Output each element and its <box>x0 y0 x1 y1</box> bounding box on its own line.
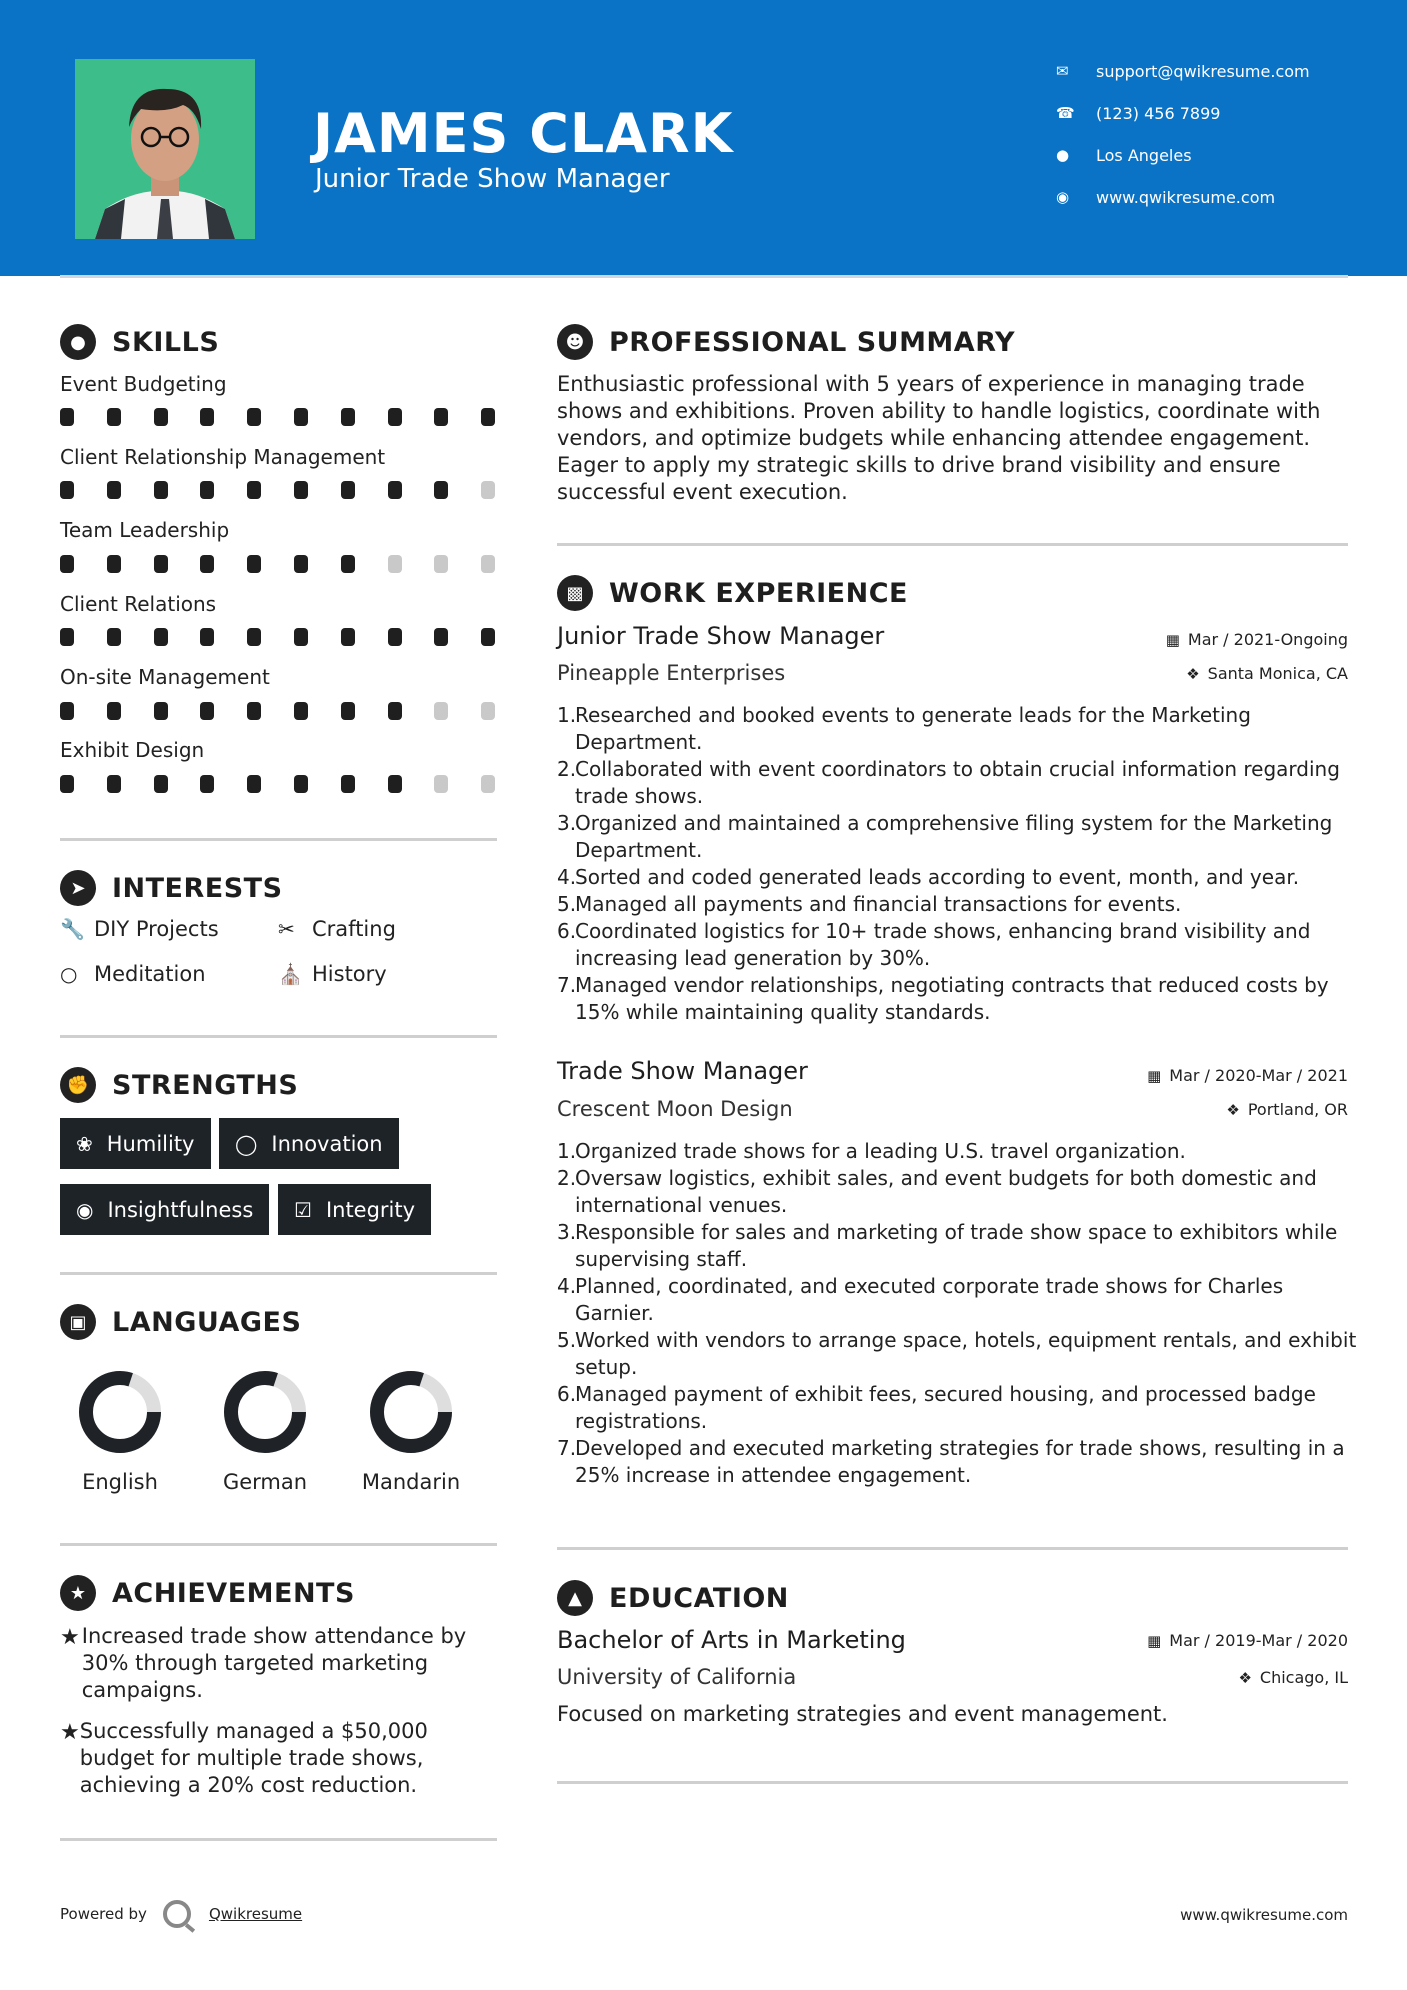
list-item: 1. Researched and booked events to generate leads for the Marketing Department. <box>557 703 1251 754</box>
contact-website[interactable]: ◉ www.qwikresume.com <box>1056 187 1276 207</box>
lightbulb-icon: ● <box>60 324 96 360</box>
skill-dot-filled <box>200 481 214 499</box>
list-item: 5. Managed all payments and financial transactions for events. <box>557 892 1182 916</box>
interests-heading: ➤ INTERESTS <box>60 870 283 906</box>
skill-rating <box>60 702 500 720</box>
strengths-heading: ✊ STRENGTHS <box>60 1067 298 1103</box>
section-divider <box>60 838 497 841</box>
graduate-icon: ▲ <box>557 1580 593 1616</box>
skill-dot-filled <box>388 628 402 646</box>
skill-dot-filled <box>247 408 261 426</box>
achievement-item: ★ Successfully managed a $50,000 budget for multiple trade shows, achieving a 20% cost reduction. <box>60 1719 428 1797</box>
job-location: ❖ Santa Monica, CA <box>1186 664 1348 683</box>
circle-icon: ○ <box>60 962 78 986</box>
education-description: Focused on marketing strategies and event management. <box>557 1702 1168 1726</box>
skill-dot-filled <box>107 702 121 720</box>
degree-title: Bachelor of Arts in Marketing <box>557 1626 906 1654</box>
skill-dot-filled <box>388 702 402 720</box>
lightbulb-icon: ◯ <box>235 1131 258 1156</box>
skill-dot-filled <box>388 481 402 499</box>
skill-dot-filled <box>154 628 168 646</box>
list-item: 4. Planned, coordinated, and executed corporate trade shows for Charles Garnier. <box>557 1274 1284 1325</box>
language-label: English <box>82 1470 158 1494</box>
pushpin-icon: ❖ <box>1238 1668 1252 1687</box>
job-dates: ▦ Mar / 2021-Ongoing <box>1165 630 1348 649</box>
job-bullets <box>557 1138 1357 1489</box>
experience-heading: ▩ WORK EXPERIENCE <box>557 575 908 611</box>
list-item: 4. Sorted and coded generated leads according to event, month, and year. <box>557 865 1300 889</box>
skill-dot-filled <box>481 628 495 646</box>
skill-dot-filled <box>154 775 168 793</box>
languages-heading: ▣ LANGUAGES <box>60 1304 301 1340</box>
skill-rating <box>60 408 500 426</box>
skill-dot-empty <box>434 775 448 793</box>
calendar-icon: ▦ <box>1147 1066 1162 1085</box>
skill-dot-filled <box>341 702 355 720</box>
skill-dot-filled <box>154 702 168 720</box>
footer-brand-link[interactable]: Qwikresume <box>208 1905 303 1923</box>
calendar-icon: ▦ <box>1165 630 1180 649</box>
list-item: 2. Oversaw logistics, exhibit sales, and event budgets for both domestic and international venues. <box>557 1166 1317 1217</box>
list-item: 6. Coordinated logistics for 10+ trade shows, enhancing brand visibility and increasing lead generation by 30%. <box>557 919 1311 970</box>
education-heading: ▲ EDUCATION <box>557 1580 789 1616</box>
skill-dot-empty <box>434 702 448 720</box>
skill-dot-filled <box>107 628 121 646</box>
interest-item: ⛪ History <box>278 962 387 986</box>
envelope-icon: ✉ <box>1056 62 1069 80</box>
profile-photo <box>75 59 255 239</box>
globe-icon: ◉ <box>1056 188 1070 206</box>
skill-dot-filled <box>107 408 121 426</box>
skill-name: Client Relationship Management <box>60 445 386 469</box>
list-item: 7. Managed vendor relationships, negotiating contracts that reduced costs by 15% while maintaining quality standards. <box>557 973 1329 1024</box>
skills-heading: ● SKILLS <box>60 324 219 360</box>
skill-dot-filled <box>200 775 214 793</box>
strength-badge: ☑ Integrity <box>278 1184 431 1235</box>
list-item: 6. Managed payment of exhibit fees, secured housing, and processed badge registrations. <box>557 1382 1316 1433</box>
skill-dot-filled <box>247 481 261 499</box>
skill-rating <box>60 628 500 646</box>
language-item <box>341 1368 481 1494</box>
leaf-icon: ❀ <box>76 1131 93 1156</box>
footer-website[interactable]: www.qwikresume.com <box>1180 1906 1348 1924</box>
skill-dot-filled <box>481 408 495 426</box>
skill-dot-empty <box>481 775 495 793</box>
skill-dot-filled <box>200 408 214 426</box>
skill-dot-filled <box>388 408 402 426</box>
user-icon: ☻ <box>557 324 593 360</box>
skill-dot-filled <box>341 481 355 499</box>
skill-dot-filled <box>60 775 74 793</box>
skill-dot-empty <box>388 555 402 573</box>
pushpin-icon: ❖ <box>1226 1100 1240 1119</box>
skill-dot-filled <box>154 555 168 573</box>
skill-name: Exhibit Design <box>60 738 205 762</box>
skill-dot-filled <box>247 702 261 720</box>
skill-dot-filled <box>434 628 448 646</box>
language-ring <box>367 1368 455 1456</box>
job-company: Crescent Moon Design <box>557 1097 793 1121</box>
contact-email[interactable]: ✉ support@qwikresume.com <box>1056 61 1310 81</box>
skill-dot-filled <box>247 628 261 646</box>
strength-badge: ◉ Insightfulness <box>60 1184 269 1235</box>
list-item: 7. Developed and executed marketing strategies for trade shows, resulting in a 25% increase in attendee engagement. <box>557 1436 1345 1487</box>
skill-dot-filled <box>60 555 74 573</box>
section-divider <box>60 1272 497 1275</box>
language-ring <box>221 1368 309 1456</box>
list-item: 1. Organized trade shows for a leading U.S. travel organization. <box>557 1139 1186 1163</box>
job-bullets <box>557 702 1357 1026</box>
skill-rating <box>60 555 500 573</box>
list-item: 3. Responsible for sales and marketing of trade show space to exhibitors while supervising staff. <box>557 1220 1338 1271</box>
skill-dot-filled <box>154 481 168 499</box>
skill-dot-filled <box>200 702 214 720</box>
summary-text: Enthusiastic professional with 5 years of experience in managing trade shows and exhibitions. Proven ability to handle logistics, coordinate with vendors, and optimize budgets while enhancing attendee engagement. Eager to apply my strategic skills to drive brand visibility and ensure successful event execution. <box>557 372 1321 504</box>
contact-phone[interactable]: ☎ (123) 456 7899 <box>1056 103 1221 123</box>
achievement-item: ★ Increased trade show attendance by 30% through targeted marketing campaigns. <box>60 1624 467 1702</box>
star-icon: ★ <box>60 1720 80 1745</box>
language-ring <box>76 1368 164 1456</box>
skill-dot-empty <box>481 555 495 573</box>
strength-badge: ◯ Innovation <box>219 1118 399 1169</box>
skill-rating <box>60 481 500 499</box>
list-item: 5. Worked with vendors to arrange space, hotels, equipment rentals, and exhibit setup. <box>557 1328 1357 1379</box>
skill-dot-filled <box>434 408 448 426</box>
job-title: Trade Show Manager <box>557 1057 808 1085</box>
skill-dot-filled <box>388 775 402 793</box>
skill-dot-filled <box>247 555 261 573</box>
skill-dot-filled <box>247 775 261 793</box>
job-location: ❖ Portland, OR <box>1226 1100 1348 1119</box>
eye-icon: ◉ <box>76 1197 94 1222</box>
list-item: 2. Collaborated with event coordinators to obtain crucial information regarding trade shows. <box>557 757 1340 808</box>
skill-dot-filled <box>294 775 308 793</box>
skill-dot-filled <box>107 481 121 499</box>
calendar-icon: ▦ <box>1147 1631 1162 1650</box>
skill-name: On-site Management <box>60 665 270 689</box>
section-divider <box>60 1035 497 1038</box>
skill-dot-filled <box>154 408 168 426</box>
footer-powered-by: Powered by Qwikresume <box>60 1900 302 1928</box>
phone-icon: ☎ <box>1056 104 1075 122</box>
checkbox-icon: ☑ <box>294 1197 312 1222</box>
scissors-icon: ✂ <box>278 917 295 941</box>
skill-dot-filled <box>294 481 308 499</box>
skill-dot-filled <box>60 628 74 646</box>
skill-dot-filled <box>60 702 74 720</box>
language-item <box>195 1368 335 1494</box>
skill-dot-filled <box>294 408 308 426</box>
strength-badge: ❀ Humility <box>60 1118 211 1169</box>
skill-dot-empty <box>434 555 448 573</box>
section-divider <box>557 1781 1348 1784</box>
skill-dot-empty <box>481 481 495 499</box>
skill-dot-filled <box>200 555 214 573</box>
skill-dot-filled <box>60 408 74 426</box>
skill-dot-filled <box>294 555 308 573</box>
job-title: Junior Trade Show Manager <box>557 622 885 650</box>
skill-dot-filled <box>60 481 74 499</box>
star-icon: ★ <box>60 1625 80 1650</box>
skill-dot-filled <box>294 702 308 720</box>
job-dates: ▦ Mar / 2020-Mar / 2021 <box>1147 1066 1348 1085</box>
qwikresume-logo-icon <box>163 1900 191 1928</box>
summary-heading: ☻ PROFESSIONAL SUMMARY <box>557 324 1015 360</box>
skill-dot-filled <box>200 628 214 646</box>
candidate-name: JAMES CLARK <box>313 102 734 165</box>
job-company: Pineapple Enterprises <box>557 661 786 685</box>
star-badge-icon: ★ <box>60 1575 96 1611</box>
skill-dot-filled <box>341 775 355 793</box>
skill-dot-filled <box>434 481 448 499</box>
skill-dot-filled <box>294 628 308 646</box>
wrench-icon: 🔧 <box>60 917 85 941</box>
paper-plane-icon: ➤ <box>60 870 96 906</box>
header-divider <box>60 275 1348 278</box>
interest-item: ✂ Crafting <box>278 917 396 941</box>
pushpin-icon: ❖ <box>1186 664 1200 683</box>
skill-name: Event Budgeting <box>60 372 227 396</box>
achievements-heading: ★ ACHIEVEMENTS <box>60 1575 355 1611</box>
contact-location: ● Los Angeles <box>1056 145 1192 165</box>
skill-dot-filled <box>107 775 121 793</box>
fist-icon: ✊ <box>60 1067 96 1103</box>
skill-name: Client Relations <box>60 592 217 616</box>
skill-dot-filled <box>341 555 355 573</box>
section-divider <box>60 1543 497 1546</box>
skill-name: Team Leadership <box>60 518 230 542</box>
education-location: ❖ Chicago, IL <box>1238 1668 1348 1687</box>
interest-item: ○ Meditation <box>60 962 206 986</box>
school-name: University of California <box>557 1665 797 1689</box>
office-chair-icon: ▩ <box>557 575 593 611</box>
resume-header <box>0 0 1407 276</box>
candidate-role: Junior Trade Show Manager <box>315 164 670 194</box>
map-pin-icon: ● <box>1056 146 1070 164</box>
skill-dot-filled <box>341 408 355 426</box>
skill-dot-filled <box>341 628 355 646</box>
section-divider <box>557 1547 1348 1550</box>
skill-dot-empty <box>481 702 495 720</box>
language-item <box>50 1368 190 1494</box>
skill-dot-filled <box>107 555 121 573</box>
language-card-icon: ▣ <box>60 1304 96 1340</box>
list-item: 3. Organized and maintained a comprehensive filing system for the Marketing Department. <box>557 811 1333 862</box>
museum-icon: ⛪ <box>278 962 303 986</box>
section-divider <box>60 1838 497 1841</box>
education-dates: ▦ Mar / 2019-Mar / 2020 <box>1147 1631 1348 1650</box>
language-label: Mandarin <box>361 1470 461 1494</box>
language-label: German <box>222 1470 308 1494</box>
skill-rating <box>60 775 500 793</box>
section-divider <box>557 543 1348 546</box>
interest-item: 🔧 DIY Projects <box>60 917 219 941</box>
